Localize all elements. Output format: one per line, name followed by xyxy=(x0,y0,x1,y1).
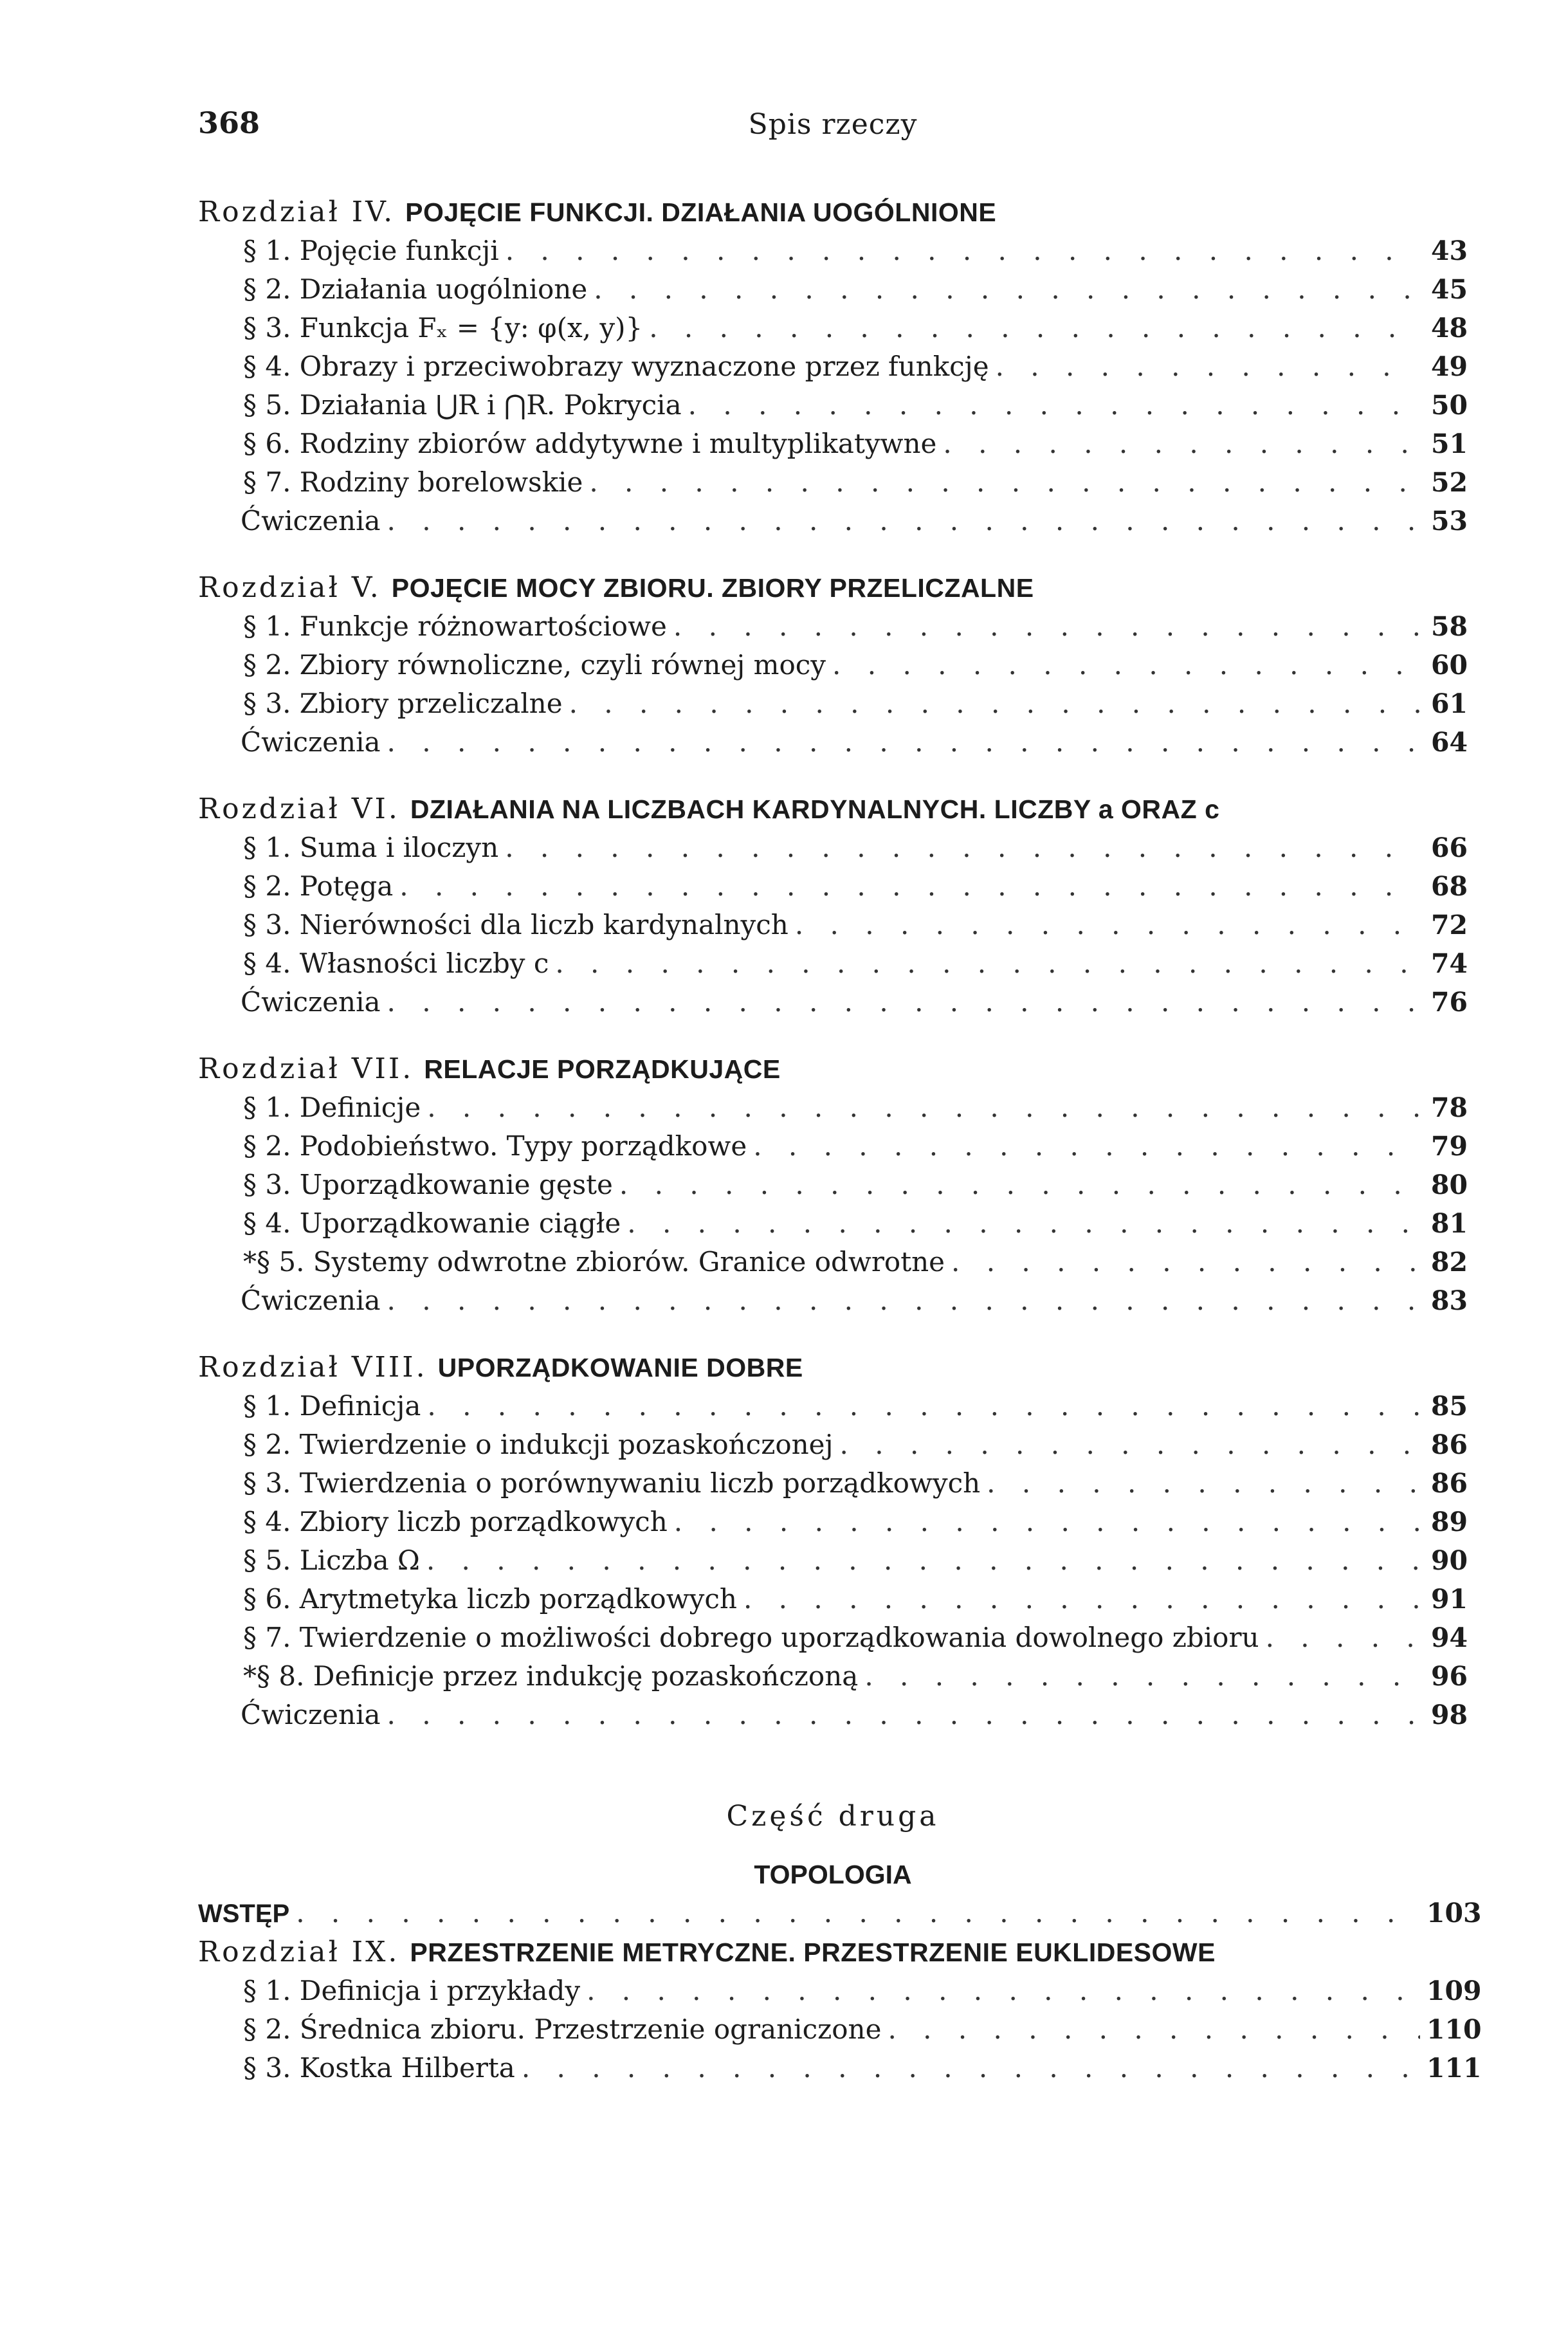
table-of-contents xyxy=(198,193,1482,2087)
chapter-title: POJĘCIE FUNKCJI. DZIAŁANIA UOGÓLNIONE xyxy=(405,197,997,227)
page-number: 368 xyxy=(198,105,260,140)
toc-entry xyxy=(198,906,1468,944)
entry-title: § 7. Rodziny borelowskie xyxy=(243,466,583,498)
entry-title: § 1. Definicja xyxy=(243,1390,421,1422)
entry-page-number: 85 xyxy=(1430,1391,1468,1422)
chapter-heading xyxy=(198,193,1468,232)
entry-page-number: 86 xyxy=(1430,1468,1468,1499)
entry-title: § 1. Definicje xyxy=(243,1092,421,1123)
entry-title: § 1. Pojęcie funkcji xyxy=(243,235,499,266)
toc-entry xyxy=(198,607,1468,646)
chapter-title: UPORZĄDKOWANIE DOBRE xyxy=(437,1353,803,1382)
entry-page-number: 103 xyxy=(1427,1898,1482,1929)
dot-leader xyxy=(555,944,1420,983)
entry-page-number: 76 xyxy=(1430,987,1468,1018)
toc-entry xyxy=(198,347,1468,386)
entry-title: Ćwiczenia xyxy=(241,1285,381,1316)
entry-title: Ćwiczenia xyxy=(241,1699,381,1730)
entry-title: § 2. Potęga xyxy=(243,870,394,902)
chapter-heading xyxy=(198,569,1468,607)
entry-title: § 3. Nierówności dla liczb kardynalnych xyxy=(243,909,789,940)
entry-title: § 3. Kostka Hilberta xyxy=(243,2052,515,2084)
toc-entry xyxy=(198,1281,1468,1320)
entry-page-number: 82 xyxy=(1430,1247,1468,1278)
entry-title: *§ 5. Systemy odwrotne zbiorów. Granice odwrotne xyxy=(243,1246,945,1278)
dot-leader xyxy=(627,1204,1420,1243)
chapter-heading xyxy=(198,790,1468,829)
toc-entry xyxy=(198,684,1468,723)
dot-leader xyxy=(673,607,1420,646)
toc-entry xyxy=(198,1696,1468,1734)
entry-title: § 2. Działania uogólnione xyxy=(243,273,588,305)
dot-leader xyxy=(619,1166,1420,1204)
toc-entry xyxy=(198,1243,1468,1281)
entry-title: § 3. Uporządkowanie gęste xyxy=(243,1169,613,1200)
entry-page-number: 91 xyxy=(1430,1584,1468,1615)
toc-entry xyxy=(198,1503,1468,1541)
entry-page-number: 80 xyxy=(1430,1169,1468,1200)
dot-leader xyxy=(753,1127,1420,1166)
entry-title: Ćwiczenia xyxy=(241,505,381,536)
toc-entry xyxy=(198,1894,1482,1933)
dot-leader xyxy=(1266,1618,1420,1657)
entry-page-number: 86 xyxy=(1430,1429,1468,1460)
entry-title: § 6. Arytmetyka liczb porządkowych xyxy=(243,1583,737,1615)
entry-title: § 3. Funkcja Fₓ = {y: φ(x, y)} xyxy=(243,312,643,344)
chapter-title: DZIAŁANIA NA LICZBACH KARDYNALNYCH. LICZBY a ORAZ c xyxy=(410,794,1220,824)
dot-leader xyxy=(987,1464,1420,1503)
entry-page-number: 90 xyxy=(1430,1545,1468,1576)
dot-leader xyxy=(569,684,1420,723)
entry-page-number: 81 xyxy=(1430,1208,1468,1239)
entry-page-number: 111 xyxy=(1427,2053,1482,2084)
entry-title: § 2. Zbiory równoliczne, czyli równej mocy xyxy=(243,649,826,681)
entry-page-number: 96 xyxy=(1430,1661,1468,1692)
entry-page-number: 79 xyxy=(1430,1131,1468,1162)
chapter-label: Rozdział VII. xyxy=(198,1052,414,1085)
entry-page-number: 89 xyxy=(1430,1507,1468,1537)
chapter-heading xyxy=(198,1348,1468,1387)
dot-leader xyxy=(795,906,1420,944)
entry-title: Ćwiczenia xyxy=(241,986,381,1018)
entry-page-number: 51 xyxy=(1430,428,1468,459)
entry-page-number: 98 xyxy=(1430,1700,1468,1730)
dot-leader xyxy=(522,2049,1420,2087)
dot-leader xyxy=(943,425,1420,463)
entry-title: § 1. Definicja i przykłady xyxy=(243,1975,581,2006)
dot-leader xyxy=(427,1088,1420,1127)
entry-title: § 2. Twierdzenie o indukcji pozaskończonej xyxy=(243,1429,834,1460)
chapter-label: Rozdział VI. xyxy=(198,793,400,825)
chapter-label: Rozdział IX. xyxy=(198,1936,400,1968)
toc-entry xyxy=(198,723,1468,762)
entry-page-number: 78 xyxy=(1430,1092,1468,1123)
entry-page-number: 45 xyxy=(1430,274,1468,305)
dot-leader xyxy=(387,502,1420,540)
dot-leader xyxy=(864,1657,1420,1696)
entry-page-number: 49 xyxy=(1430,351,1468,382)
chapter-heading xyxy=(198,1933,1468,1972)
dot-leader xyxy=(387,983,1420,1022)
dot-leader xyxy=(296,1894,1420,1932)
chapter-label: Rozdział IV. xyxy=(198,196,396,228)
chapter-label: Rozdział V. xyxy=(198,571,381,604)
entry-title: § 1. Suma i iloczyn xyxy=(243,832,499,863)
dot-leader xyxy=(840,1425,1420,1464)
toc-entry xyxy=(198,1204,1468,1243)
chapter-title: POJĘCIE MOCY ZBIORU. ZBIORY PRZELICZALNE xyxy=(391,573,1034,603)
entry-page-number: 61 xyxy=(1430,688,1468,719)
dot-leader xyxy=(649,309,1420,347)
entry-page-number: 58 xyxy=(1430,611,1468,642)
dot-leader xyxy=(587,1972,1420,2010)
toc-entry xyxy=(198,1657,1468,1696)
toc-entry xyxy=(198,1541,1468,1580)
entry-page-number: 64 xyxy=(1430,727,1468,758)
dot-leader xyxy=(589,463,1420,502)
chapter-label: Rozdział VIII. xyxy=(198,1351,428,1384)
entry-page-number: 53 xyxy=(1430,506,1468,536)
toc-entry xyxy=(198,309,1468,347)
entry-title: § 4. Własności liczby c xyxy=(243,948,549,979)
entry-title: § 2. Średnica zbioru. Przestrzenie ograniczone xyxy=(243,2013,882,2045)
toc-entry xyxy=(198,1166,1468,1204)
entry-title: § 7. Twierdzenie o możliwości dobrego uporządkowania dowolnego zbioru xyxy=(243,1622,1259,1653)
dot-leader xyxy=(426,1541,1420,1580)
toc-entry xyxy=(198,232,1468,270)
toc-entry xyxy=(198,1425,1468,1464)
toc-entry xyxy=(198,944,1468,983)
chapter-title: RELACJE PORZĄDKUJĄCE xyxy=(424,1054,781,1084)
entry-page-number: 43 xyxy=(1430,235,1468,266)
chapter-heading xyxy=(198,1050,1468,1088)
dot-leader xyxy=(743,1580,1420,1618)
toc-entry xyxy=(198,425,1468,463)
entry-title: WSTĘP xyxy=(198,1900,290,1928)
entry-title: § 3. Twierdzenia o porównywaniu liczb porządkowych xyxy=(243,1467,981,1499)
page-header xyxy=(198,105,1468,151)
part-subtitle: TOPOLOGIA xyxy=(754,1860,912,1889)
entry-title: § 6. Rodziny zbiorów addytywne i multyplikatywne xyxy=(243,428,937,459)
toc-entry xyxy=(198,983,1468,1022)
toc-entry xyxy=(198,2049,1482,2087)
dot-leader xyxy=(688,386,1420,425)
dot-leader xyxy=(996,347,1420,386)
dot-leader xyxy=(674,1503,1420,1541)
dot-leader xyxy=(888,2010,1420,2049)
entry-page-number: 72 xyxy=(1430,910,1468,940)
part-title: Część druga xyxy=(726,1800,940,1833)
toc-entry xyxy=(198,867,1468,906)
entry-page-number: 109 xyxy=(1427,1975,1482,2006)
toc-entry xyxy=(198,1387,1468,1425)
entry-title: § 5. Działania ⋃R i ⋂R. Pokrycia xyxy=(243,389,682,421)
entry-title: § 4. Obrazy i przeciwobrazy wyznaczone przez funkcję xyxy=(243,351,989,382)
entry-page-number: 74 xyxy=(1430,948,1468,979)
entry-page-number: 83 xyxy=(1430,1285,1468,1316)
entry-page-number: 94 xyxy=(1430,1622,1468,1653)
dot-leader xyxy=(951,1243,1420,1281)
toc-entry xyxy=(198,2010,1482,2049)
entry-page-number: 50 xyxy=(1430,390,1468,421)
dot-leader xyxy=(387,723,1420,762)
dot-leader xyxy=(427,1387,1420,1425)
entry-title: § 4. Uporządkowanie ciągłe xyxy=(243,1207,621,1239)
entry-page-number: 48 xyxy=(1430,313,1468,344)
chapter-title: PRZESTRZENIE METRYCZNE. PRZESTRZENIE EUKLIDESOWE xyxy=(410,1938,1216,1967)
toc-entry xyxy=(198,1464,1468,1503)
toc-entry xyxy=(198,502,1468,540)
entry-page-number: 60 xyxy=(1430,650,1468,681)
dot-leader xyxy=(399,867,1420,906)
entry-title: § 4. Zbiory liczb porządkowych xyxy=(243,1506,668,1537)
entry-page-number: 66 xyxy=(1430,832,1468,863)
toc-entry xyxy=(198,829,1468,867)
toc-entry xyxy=(198,386,1468,425)
dot-leader xyxy=(505,829,1420,867)
toc-entry xyxy=(198,1088,1468,1127)
entry-page-number: 52 xyxy=(1430,467,1468,498)
toc-entry xyxy=(198,1580,1468,1618)
toc-entry xyxy=(198,646,1468,684)
dot-leader xyxy=(832,646,1420,684)
toc-entry xyxy=(198,1127,1468,1166)
entry-title: § 3. Zbiory przeliczalne xyxy=(243,688,563,719)
entry-title: § 2. Podobieństwo. Typy porządkowe xyxy=(243,1130,747,1162)
toc-entry xyxy=(198,1972,1482,2010)
entry-page-number: 110 xyxy=(1427,2014,1482,2045)
toc-entry xyxy=(198,1618,1468,1657)
dot-leader xyxy=(506,232,1420,270)
entry-title: § 5. Liczba Ω xyxy=(243,1544,420,1576)
dot-leader xyxy=(387,1696,1420,1734)
running-title: Spis rzeczy xyxy=(748,108,918,141)
toc-entry xyxy=(198,463,1468,502)
toc-entry xyxy=(198,270,1468,309)
dot-leader xyxy=(387,1281,1420,1320)
entry-title: *§ 8. Definicje przez indukcję pozaskończoną xyxy=(243,1660,859,1692)
dot-leader xyxy=(594,270,1420,309)
entry-page-number: 68 xyxy=(1430,871,1468,902)
entry-title: § 1. Funkcje różnowartościowe xyxy=(243,610,667,642)
entry-title: Ćwiczenia xyxy=(241,726,381,758)
